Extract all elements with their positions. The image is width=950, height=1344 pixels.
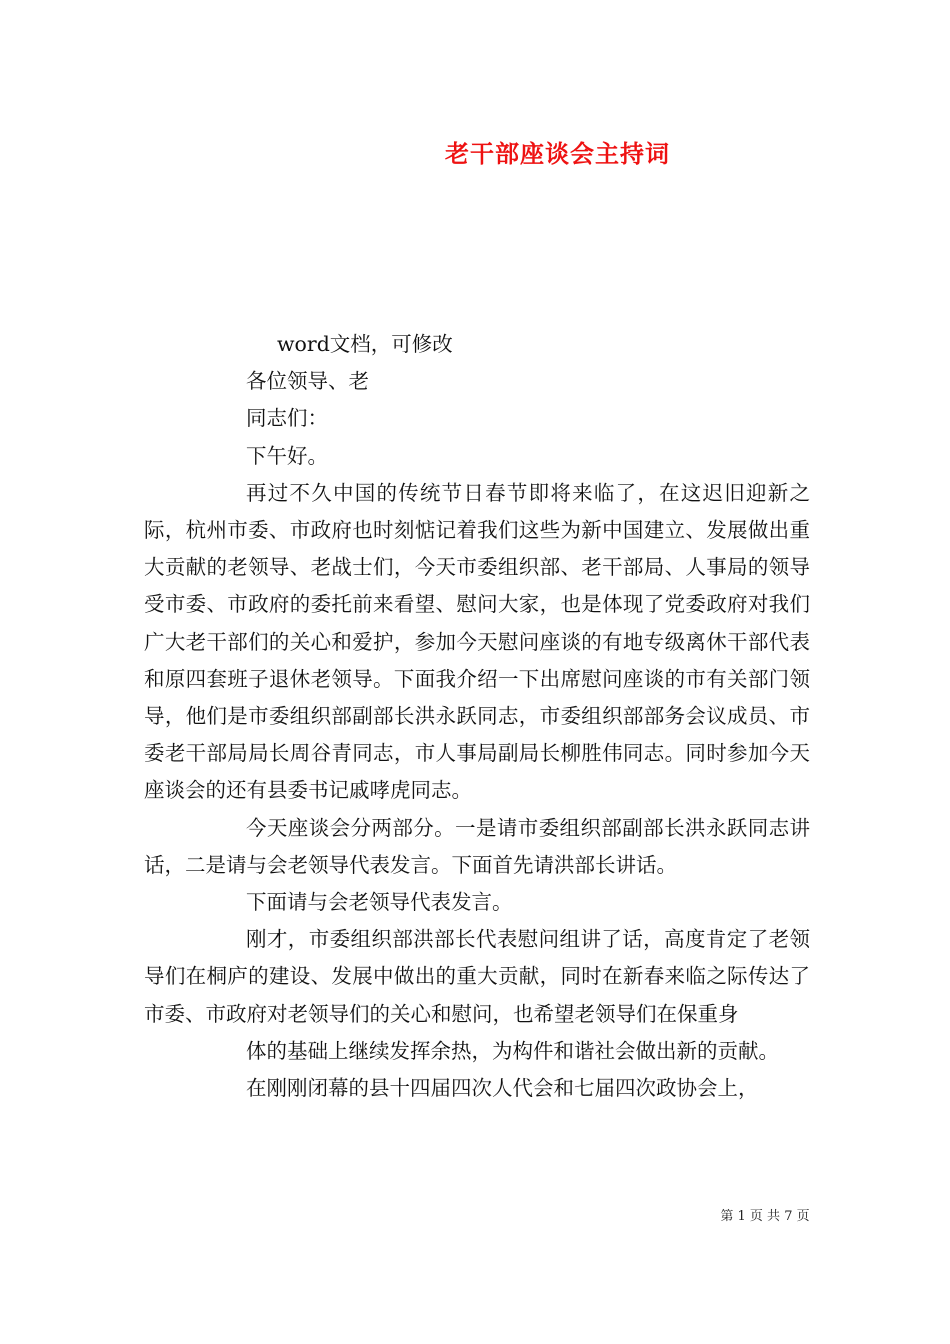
- paragraph: 下面请与会老领导代表发言。: [246, 890, 513, 915]
- paragraph: 体的基础上继续发挥余热，为构件和谐社会做出新的贡献。: [246, 1038, 779, 1063]
- paragraph: 刚才，市委组织部洪部长代表慰问组讲了话，高度肯定了老领导们在桐庐的建设、发展中做出的重大贡献，同时在新春来临之际传达了市委、市政府对老领导们的关心和慰问，也希望老领导们在保重身: [144, 927, 810, 1026]
- document-title: 老干部座谈会主持词: [445, 139, 670, 168]
- greeting-line: 下午好。: [246, 443, 328, 468]
- greeting-line: 同志们：: [246, 406, 328, 431]
- paragraph: 再过不久中国的传统节日春节即将来临了，在这迟旧迎新之际，杭州市委、市政府也时刻惦记着我们这些为新中国建立、发展做出重大贡献的老领导、老战士们，今天市委组织部、老干部局、人事局的领导受市委、市政府的委托前来看望、慰问大家，也是体现了党委政府对我们广大老干部们的关心和爱护，参加今天慰问座谈的有地专级离休干部代表和原四套班子退休老领导。下面我介绍一下出席慰问座谈的市有关部门领导，他们是市委组织部副部长洪永跃同志，市委组织部部务会议成员、市委老干部局局长周谷青同志，市人事局副局长柳胜伟同志。同时参加今天座谈会的还有县委书记戚哮虎同志。: [144, 480, 810, 803]
- editable-note: word文档，可修改: [277, 332, 453, 356]
- page-number: 第 1 页 共 7 页: [720, 1209, 810, 1224]
- document-body: [144, 326, 810, 1107]
- greeting-line: 各位领导、老: [246, 369, 369, 394]
- paragraph: 在刚刚闭幕的县十四届四次人代会和七届四次政协会上，: [246, 1076, 759, 1101]
- paragraph: 今天座谈会分两部分。一是请市委组织部副部长洪永跃同志讲话，二是请与会老领导代表发言。下面首先请洪部长讲话。: [144, 815, 810, 877]
